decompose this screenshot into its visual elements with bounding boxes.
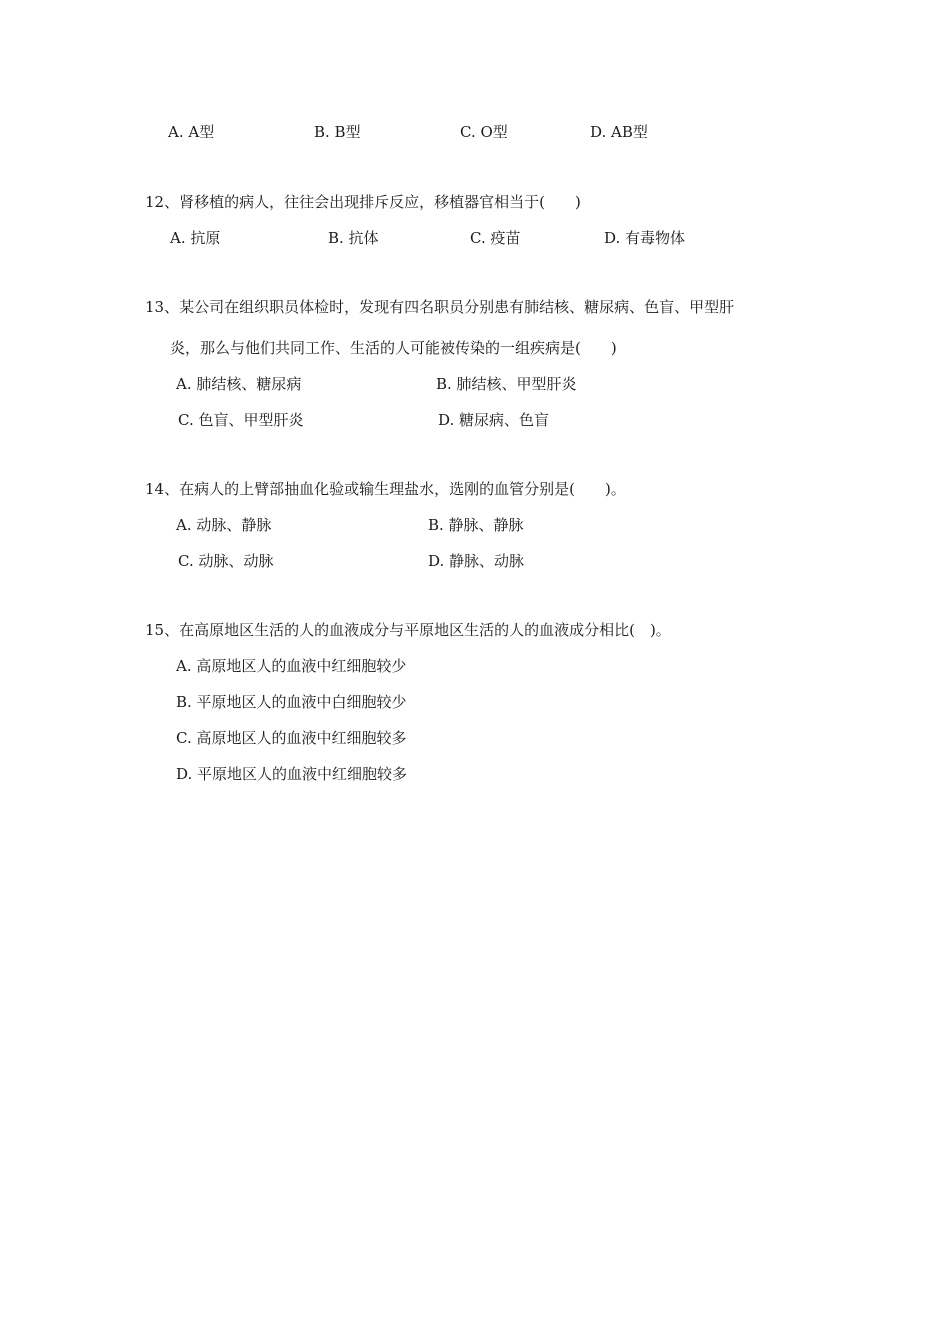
- q11-option-a: A. A型: [168, 123, 215, 141]
- q11-option-b: B. B型: [314, 123, 361, 141]
- q14-option-c: C. 动脉、动脉: [178, 552, 274, 570]
- q14-option-a: A. 动脉、静脉: [176, 516, 272, 534]
- q13-option-a: A. 肺结核、糖尿病: [176, 375, 302, 393]
- q14-option-d: D. 静脉、动脉: [428, 552, 525, 570]
- q13-stem-line1: 13、某公司在组织职员体检时，发现有四名职员分别患有肺结核、糖尿病、色盲、甲型肝: [145, 298, 735, 316]
- q12-option-a: A. 抗原: [170, 229, 221, 247]
- q12-option-b: B. 抗体: [328, 229, 379, 247]
- q12-stem: 12、肾移植的病人，往往会出现排斥反应，移植器官相当于( ): [145, 193, 581, 211]
- q11-option-d: D. AB型: [590, 123, 648, 141]
- q13-option-b: B. 肺结核、甲型肝炎: [436, 375, 577, 393]
- q15-option-c: C. 高原地区人的血液中红细胞较多: [176, 729, 407, 747]
- q13-option-c: C. 色盲、甲型肝炎: [178, 411, 304, 429]
- q12-option-d: D. 有毒物体: [604, 229, 686, 247]
- q13-stem-line2: 炎，那么与他们共同工作、生活的人可能被传染的一组疾病是( ): [170, 339, 617, 357]
- q14-stem: 14、在病人的上臂部抽血化验或输生理盐水，选刚的血管分别是( )。: [145, 480, 626, 498]
- q12-option-c: C. 疫苗: [470, 229, 521, 247]
- q15-option-b: B. 平原地区人的血液中白细胞较少: [176, 693, 407, 711]
- q11-option-c: C. O型: [460, 123, 508, 141]
- q15-option-d: D. 平原地区人的血液中红细胞较多: [176, 765, 408, 783]
- q15-stem: 15、在高原地区生活的人的血液成分与平原地区生活的人的血液成分相比( )。: [145, 621, 671, 639]
- q14-option-b: B. 静脉、静脉: [428, 516, 524, 534]
- q15-option-a: A. 高原地区人的血液中红细胞较少: [176, 657, 407, 675]
- q13-option-d: D. 糖尿病、色盲: [438, 411, 550, 429]
